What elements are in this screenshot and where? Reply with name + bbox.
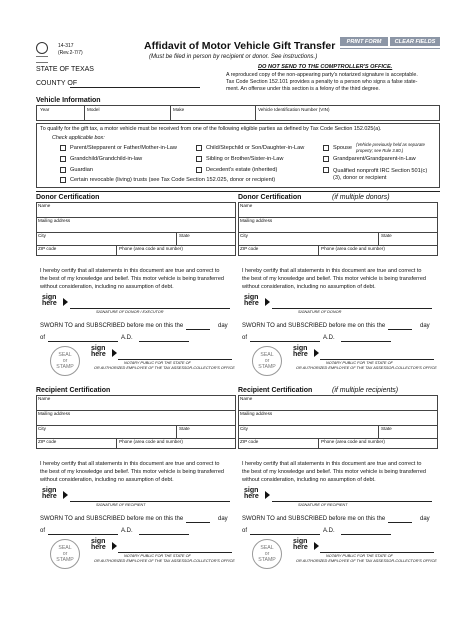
state-line: STATE OF TEXAS <box>36 66 94 73</box>
recipient2-month-line[interactable] <box>250 534 320 535</box>
donor2-seal-line1: SEAL <box>260 352 274 358</box>
recipient-signature-line[interactable] <box>70 501 230 502</box>
donor2-state-field[interactable]: State <box>381 233 392 238</box>
recipient2-sign-arrow-icon <box>265 491 270 499</box>
donor-grid-row <box>36 232 236 233</box>
donor2-notary-caption-2: OR AUTHORIZED EMPLOYEE OF THE TAX ASSESSOR-COLLECTOR'S OFFICE <box>296 366 437 370</box>
recipient2-here-text: here <box>244 493 259 500</box>
donor-notary-caption-1: NOTARY PUBLIC FOR THE STATE OF <box>124 361 191 365</box>
recipient-sign-arrow-icon <box>63 491 68 499</box>
donor-city-field[interactable]: City <box>38 233 46 238</box>
option-nonprofit: Qualified nonprofit IRC Section 501(c)(3), donor or recipient <box>333 168 428 181</box>
donor2-notary-sign-text: sign <box>293 345 308 352</box>
recipient-sign-text: sign <box>42 487 57 494</box>
recipient2-sign-text: sign <box>244 487 259 494</box>
donor-month-line[interactable] <box>48 341 118 342</box>
donor2-phone-field[interactable]: Phone (area code and number) <box>321 246 385 251</box>
donor2-signature-caption: SIGNATURE OF DONOR <box>298 310 342 314</box>
donor-certify-line: without consideration, including no assumption of debt. <box>40 284 174 290</box>
recipient2-notary-caption-2: OR AUTHORIZED EMPLOYEE OF THE TAX ASSESSOR-COLLECTOR'S OFFICE <box>296 559 437 563</box>
recipient-seal-line2: or <box>62 551 68 557</box>
donor2-seal-stamp-icon <box>252 346 282 376</box>
donor-notary-line[interactable] <box>118 359 232 360</box>
donor2-sign-arrow-icon <box>265 298 270 306</box>
recipient-notary-sign-text: sign <box>91 538 106 545</box>
donor2-here-text: here <box>244 300 259 307</box>
donor-notary-arrow-icon <box>112 349 117 357</box>
donor2-year-line[interactable] <box>341 341 391 342</box>
recipient2-day-text: day <box>420 516 430 522</box>
option-guardian: Guardian <box>70 167 94 173</box>
checkbox-decedent[interactable] <box>196 167 202 173</box>
recipient-grid-col <box>176 425 177 438</box>
recipient2-seal-line3: STAMP <box>258 557 276 563</box>
recipient2-notary-here-text: here <box>293 544 308 551</box>
donor2-certify-line: I hereby certify that all statements in this document are true and correct to <box>242 268 422 274</box>
vehicle-fields <box>36 105 440 121</box>
recipient2-signature-caption: SIGNATURE OF RECIPIENT <box>298 503 348 507</box>
donor2-certify-line: the best of my knowledge and belief. This motor vehicle is being transferred <box>242 276 426 282</box>
donor2-grid-row <box>238 232 438 233</box>
donor2-zip-field[interactable]: ZIP code <box>240 246 259 251</box>
option-parent: Parent/Stepparent or Father/Mother-in-Law <box>70 145 177 151</box>
donor2-certify-line: without consideration, including no assumption of debt. <box>242 284 376 290</box>
recipient2-zip-field[interactable]: ZIP code <box>240 439 259 444</box>
donor-sign-text: sign <box>42 294 57 301</box>
donor-certify-line: I hereby certify that all statements in this document are true and correct to <box>40 268 220 274</box>
notice-line-2: Tax Code Section 152.101 provides a penalty to a person who signs a false state- <box>226 79 418 85</box>
recipient-notary-here-text: here <box>91 544 106 551</box>
recipient-of-text: of <box>40 528 46 534</box>
donor-year-line[interactable] <box>139 341 189 342</box>
clear-fields-button[interactable]: CLEAR FIELDS <box>390 37 440 46</box>
recipient-name-field[interactable]: Name <box>38 396 51 401</box>
donor2-of-text: of <box>242 335 248 341</box>
donor-here-text: here <box>42 300 57 307</box>
recipient2-name-field[interactable]: Name <box>240 396 253 401</box>
form-number: 14-317 <box>58 43 74 49</box>
donor-seal-line1: SEAL <box>58 352 72 358</box>
donor-signature-line[interactable] <box>70 308 230 309</box>
recipient-sworn-day-line[interactable] <box>186 522 210 523</box>
donor-seal-stamp-icon <box>50 346 80 376</box>
option-child: Child/Stepchild or Son/Daughter-in-Law <box>206 145 305 151</box>
recipient-certify-line: without consideration, including no assumption of debt. <box>40 477 174 483</box>
donor2-day-text: day <box>420 323 430 329</box>
spouse-note-1: (Vehicle previously held as separate <box>356 142 425 147</box>
recipient-notary-arrow-icon <box>112 542 117 550</box>
recipient2-notary-sign-here-label <box>293 539 308 551</box>
donor2-name-field[interactable]: Name <box>240 203 253 208</box>
recipient2-phone-field[interactable]: Phone (area code and number) <box>321 439 385 444</box>
recipient2-of-text: of <box>242 528 248 534</box>
notice-line-1: A reproduced copy of the non-appearing party's notarized signature is acceptable. <box>226 72 418 78</box>
donor2-sworn-day-line[interactable] <box>388 329 412 330</box>
recipient-notary-line[interactable] <box>118 552 232 553</box>
recipient2-sign-here-label <box>244 488 259 500</box>
option-spouse: Spouse <box>333 145 352 151</box>
donor2-notary-sign-here-label <box>293 346 308 358</box>
recipient-grid-col <box>116 438 117 449</box>
logo-lines <box>36 56 48 63</box>
form-title: Affidavit of Motor Vehicle Gift Transfer <box>144 40 336 52</box>
recipient-grid-row <box>36 425 236 426</box>
header-rule <box>340 48 440 49</box>
checkbox-nonprofit[interactable] <box>323 167 329 173</box>
checkbox-child[interactable] <box>196 145 202 151</box>
recipient2-heading: Recipient Certification <box>238 387 313 394</box>
checkbox-grandparent[interactable] <box>323 156 329 162</box>
donor-notary-here-text: here <box>91 351 106 358</box>
recipient2-notary-caption-1: NOTARY PUBLIC FOR THE STATE OF <box>326 554 393 558</box>
donor-grid-col <box>176 232 177 245</box>
notice-line-3: ment. An offense under this section is a felony of the third degree. <box>226 86 380 92</box>
donor-name-field[interactable]: Name <box>38 203 51 208</box>
qualify-text: To qualify for the gift tax, a motor vehicle must be received from one of the following eligible parties as defined by Tax Code Section 152.025(a). <box>40 126 382 132</box>
recipient-day-text: day <box>218 516 228 522</box>
donor-signature-caption: SIGNATURE OF DONOR / EXECUTOR <box>96 310 164 314</box>
recipient-notary-sign-here-label <box>91 539 106 551</box>
donor2-seal-line2: or <box>264 358 270 364</box>
donor2-heading: Donor Certification <box>238 194 302 201</box>
checkbox-parent[interactable] <box>60 145 66 151</box>
recipient-heading: Recipient Certification <box>36 387 111 394</box>
form-revision: (Rev.2-7/7) <box>58 50 83 56</box>
recipient-notary-caption-2: OR AUTHORIZED EMPLOYEE OF THE TAX ASSESSOR-COLLECTOR'S OFFICE <box>94 559 235 563</box>
recipient-seal-stamp-icon <box>50 539 80 569</box>
donor2-city-field[interactable]: City <box>240 233 248 238</box>
recipient2-notary-line[interactable] <box>320 552 434 553</box>
donor-of-text: of <box>40 335 46 341</box>
option-grandparent: Grandparent/Grandparent-in-Law <box>333 156 416 162</box>
recipient-state-field[interactable]: State <box>179 426 190 431</box>
donor-certify-line: the best of my knowledge and belief. This motor vehicle is being transferred <box>40 276 224 282</box>
recipient2-grid-col <box>318 438 319 449</box>
donor-state-field[interactable]: State <box>179 233 190 238</box>
donor2-signature-line[interactable] <box>272 308 432 309</box>
recipient-ad-text: A.D. <box>121 528 133 534</box>
recipient-city-field[interactable]: City <box>38 426 46 431</box>
recipient2-seal-line2: or <box>264 551 270 557</box>
recipient2-certify-line: without consideration, including no assumption of debt. <box>242 477 376 483</box>
option-sibling: Sibling or Brother/Sister-in-Law <box>206 156 284 162</box>
recipient-certify-line: the best of my knowledge and belief. This motor vehicle is being transferred <box>40 469 224 475</box>
vin-field[interactable]: Vehicle Identification Number (VIN) <box>258 107 330 112</box>
donor-notary-sign-here-label <box>91 346 106 358</box>
section-divider <box>36 191 440 192</box>
checkbox-spouse[interactable] <box>323 145 329 151</box>
print-form-button[interactable]: PRINT FORM <box>340 37 388 46</box>
donor-notary-caption-2: OR AUTHORIZED EMPLOYEE OF THE TAX ASSESSOR-COLLECTOR'S OFFICE <box>94 366 235 370</box>
donor2-heading-note: (if multiple donors) <box>332 194 390 201</box>
recipient-sworn-text: SWORN TO and SUBSCRIBED before me on this the <box>40 516 184 522</box>
recipient-here-text: here <box>42 493 57 500</box>
checkbox-sibling[interactable] <box>196 156 202 162</box>
donor-sign-arrow-icon <box>63 298 68 306</box>
vehicle-heading: Vehicle Information <box>36 97 101 104</box>
check-text: Check applicable box: <box>52 135 105 141</box>
recipient2-ad-text: A.D. <box>323 528 335 534</box>
donor-ad-text: A.D. <box>121 335 133 341</box>
county-input[interactable] <box>70 87 200 88</box>
donor2-grid-col <box>318 245 319 256</box>
recipient2-grid-row <box>238 425 438 426</box>
recipient-month-line[interactable] <box>48 534 118 535</box>
recipient-year-line[interactable] <box>139 534 189 535</box>
recipient-seal-line3: STAMP <box>56 557 74 563</box>
donor-mailing-field[interactable]: Mailing address <box>38 218 71 223</box>
year-field[interactable]: Year <box>40 107 50 112</box>
recipient-certify-line: I hereby certify that all statements in this document are true and correct to <box>40 461 220 467</box>
donor2-ad-text: A.D. <box>323 335 335 341</box>
checkbox-trusts[interactable] <box>60 177 66 183</box>
donor2-notary-caption-1: NOTARY PUBLIC FOR THE STATE OF <box>326 361 393 365</box>
recipient2-sworn-day-line[interactable] <box>388 522 412 523</box>
recipient2-signature-line[interactable] <box>272 501 432 502</box>
recipient2-certify-line: I hereby certify that all statements in this document are true and correct to <box>242 461 422 467</box>
donor-grid-col <box>116 245 117 256</box>
donor2-sign-here-label <box>244 295 259 307</box>
recipient2-heading-note: (if multiple recipients) <box>332 387 399 394</box>
recipient-phone-field[interactable]: Phone (area code and number) <box>119 439 183 444</box>
donor-phone-field[interactable]: Phone (area code and number) <box>119 246 183 251</box>
recipient2-grid-col <box>378 425 379 438</box>
recipient2-year-line[interactable] <box>341 534 391 535</box>
donor2-grid-col <box>378 232 379 245</box>
recipient-seal-line1: SEAL <box>58 545 72 551</box>
donor2-notary-here-text: here <box>293 351 308 358</box>
option-trusts: Certain revocable (living) trusts (see Tax Code Section 152.025, donor or recipient) <box>70 177 276 183</box>
donor2-sign-text: sign <box>244 294 259 301</box>
recipient-zip-field[interactable]: ZIP code <box>38 439 57 444</box>
donor2-sworn-text: SWORN TO and SUBSCRIBED before me on this the <box>242 323 386 329</box>
form-subtitle: (Must be filed in person by recipient or donor. See instructions.) <box>149 54 318 60</box>
option-grandchild: Grandchild/Grandchild-in-law <box>70 156 143 162</box>
county-line: COUNTY OF <box>36 80 78 87</box>
recipient2-state-field[interactable]: State <box>381 426 392 431</box>
donor2-notary-arrow-icon <box>314 349 319 357</box>
recipient2-city-field[interactable]: City <box>240 426 248 431</box>
recipient-sign-here-label <box>42 488 57 500</box>
donor2-mailing-field[interactable]: Mailing address <box>240 218 273 223</box>
recipient-mailing-field[interactable]: Mailing address <box>38 411 71 416</box>
donor-sworn-text: SWORN TO and SUBSCRIBED before me on this the <box>40 323 184 329</box>
donor-seal-line3: STAMP <box>56 364 74 370</box>
donor-seal-line2: or <box>62 358 68 364</box>
recipient2-sworn-text: SWORN TO and SUBSCRIBED before me on this the <box>242 516 386 522</box>
checkbox-grandchild[interactable] <box>60 156 66 162</box>
spouse-note-2: property; see Rule 3.80.) <box>356 148 404 153</box>
donor2-notary-line[interactable] <box>320 359 434 360</box>
recipient-signature-caption: SIGNATURE OF RECIPIENT <box>96 503 146 507</box>
do-not-send-notice: DO NOT SEND TO THE COMPTROLLER'S OFFICE. <box>258 64 393 70</box>
recipient2-notary-sign-text: sign <box>293 538 308 545</box>
recipient2-mailing-field[interactable]: Mailing address <box>240 411 273 416</box>
recipient2-notary-arrow-icon <box>314 542 319 550</box>
donor-day-text: day <box>218 323 228 329</box>
donor2-month-line[interactable] <box>250 341 320 342</box>
make-field[interactable]: Make <box>173 107 185 112</box>
recipient-notary-caption-1: NOTARY PUBLIC FOR THE STATE OF <box>124 554 191 558</box>
donor-zip-field[interactable]: ZIP code <box>38 246 57 251</box>
recipient2-certify-line: the best of my knowledge and belief. This motor vehicle is being transferred <box>242 469 426 475</box>
donor2-seal-line3: STAMP <box>258 364 276 370</box>
donor-notary-sign-text: sign <box>91 345 106 352</box>
donor-sign-here-label <box>42 295 57 307</box>
recipient2-seal-line1: SEAL <box>260 545 274 551</box>
option-decedent: Decedent's estate (inherited) <box>206 167 278 173</box>
model-field[interactable]: Model <box>87 107 100 112</box>
comptroller-seal-logo <box>36 42 48 54</box>
donor-sworn-day-line[interactable] <box>186 329 210 330</box>
checkbox-guardian[interactable] <box>60 167 66 173</box>
donor-heading: Donor Certification <box>36 194 100 201</box>
recipient2-seal-stamp-icon <box>252 539 282 569</box>
